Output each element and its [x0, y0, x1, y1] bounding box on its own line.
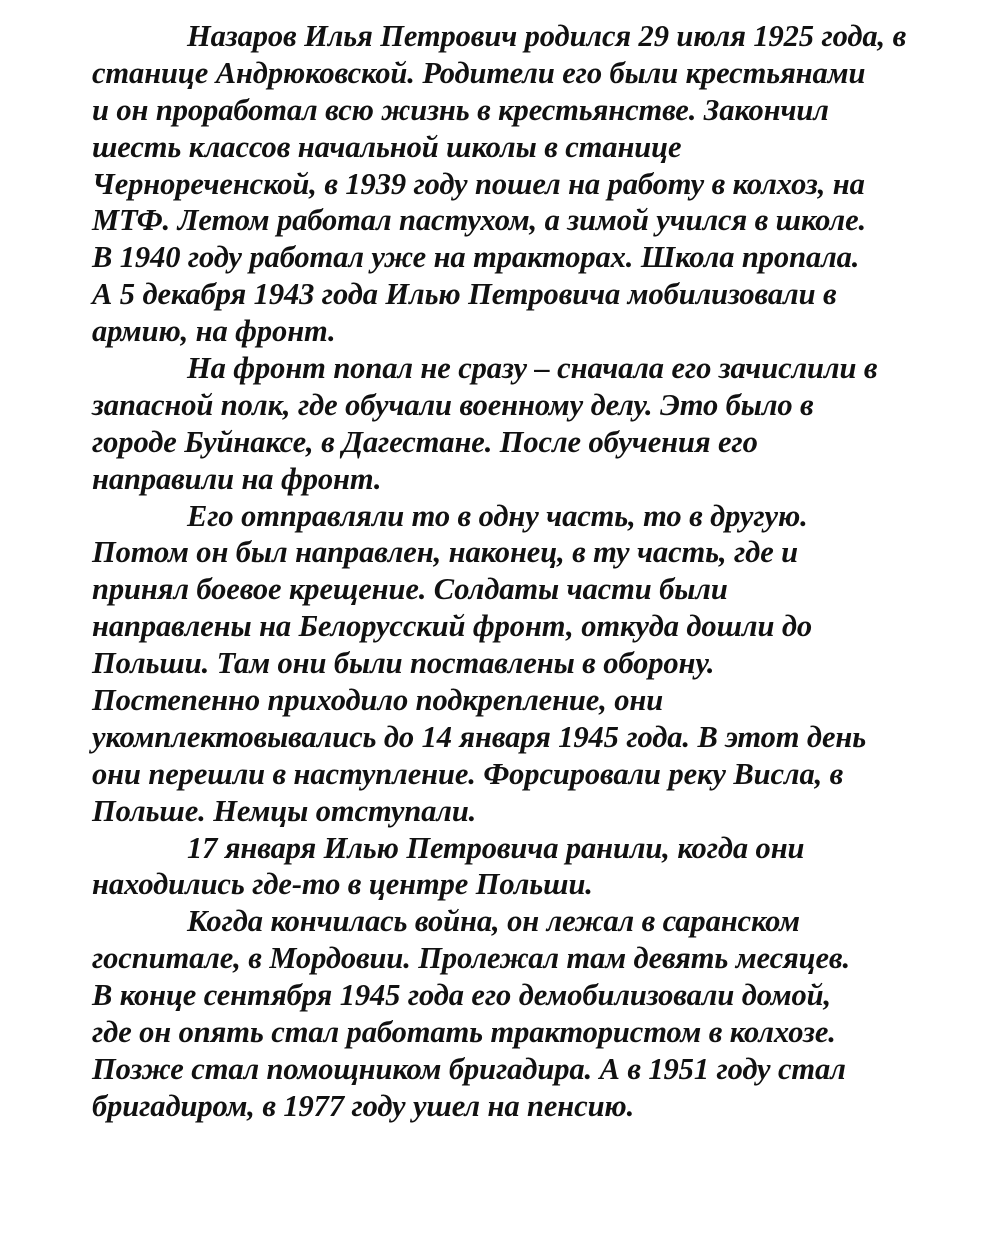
paragraph-2-line-4: направили на фронт.	[92, 461, 382, 496]
paragraph-5-line-4: где он опять стал работать трактористом в колхозе.	[92, 1015, 836, 1050]
paragraph-1-line-3: и он проработал всю жизнь в крестьянстве. Закончил	[92, 92, 829, 127]
paragraph-3-line-5: Польши. Там они были поставлены в оборону.	[92, 646, 715, 681]
paragraph-2-line-2: запасной полк, где обучали военному делу. Это было в	[92, 387, 814, 422]
paragraph-3-line-2: Потом он был направлен, наконец, в ту часть, где и	[92, 535, 799, 570]
paragraph-5-line-2: госпитале, в Мордовии. Пролежал там девять месяцев.	[92, 941, 850, 976]
paragraph-1-line-9: армию, на фронт.	[92, 314, 336, 349]
paragraph-3-line-3: принял боевое крещение. Солдаты части были	[92, 572, 728, 607]
paragraph-3-line-9: Польше. Немцы отступали.	[92, 793, 477, 828]
paragraph-3-line-6: Постепенно приходило подкрепление, они	[92, 683, 664, 718]
paragraph-1-line-4: шесть классов начальной школы в станице	[92, 129, 682, 164]
paragraph-2-line-1: На фронт попал не сразу – сначала его зачислили в	[187, 351, 878, 386]
paragraph-1-line-7: В 1940 году работал уже на тракторах. Школа пропала.	[92, 240, 860, 275]
paragraph-4-line-1: 17 января Илью Петровича ранили, когда они	[187, 830, 805, 865]
paragraph-3-line-7: укомплектовывались до 14 января 1945 года. В этот день	[92, 719, 867, 754]
document-body	[92, 18, 992, 1125]
paragraph-1-line-5: Чернореченской, в 1939 году пошел на работу в колхоз, на	[92, 166, 865, 201]
paragraph-4-line-2: находились где-то в центре Польши.	[92, 867, 593, 902]
paragraph-2-line-3: городе Буйнаксе, в Дагестане. После обучения его	[92, 424, 758, 459]
paragraph-1-line-8: А 5 декабря 1943 года Илью Петровича мобилизовали в	[92, 277, 837, 312]
paragraph-5-line-3: В конце сентября 1945 года его демобилизовали домой,	[92, 978, 832, 1013]
paragraph-5-line-1: Когда кончилась война, он лежал в саранском	[187, 904, 800, 939]
paragraph-3-line-1: Его отправляли то в одну часть, то в другую.	[187, 498, 808, 533]
paragraph-5-line-6: бригадиром, в 1977 году ушел на пенсию.	[92, 1088, 635, 1123]
paragraph-5-line-5: Позже стал помощником бригадира. А в 1951 году стал	[92, 1051, 846, 1086]
paragraph-1-line-2: станице Андрюковской. Родители его были крестьянами	[92, 55, 866, 90]
paragraph-1-line-6: МТФ. Летом работал пастухом, а зимой учился в школе.	[92, 203, 867, 238]
paragraph-3-line-4: направлены на Белорусский фронт, откуда дошли до	[92, 609, 813, 644]
paragraph-3-line-8: они перешли в наступление. Форсировали реку Висла, в	[92, 756, 844, 791]
paragraph-1-line-1: Назаров Илья Петрович родился 29 июля 1925 года, в	[187, 19, 907, 53]
